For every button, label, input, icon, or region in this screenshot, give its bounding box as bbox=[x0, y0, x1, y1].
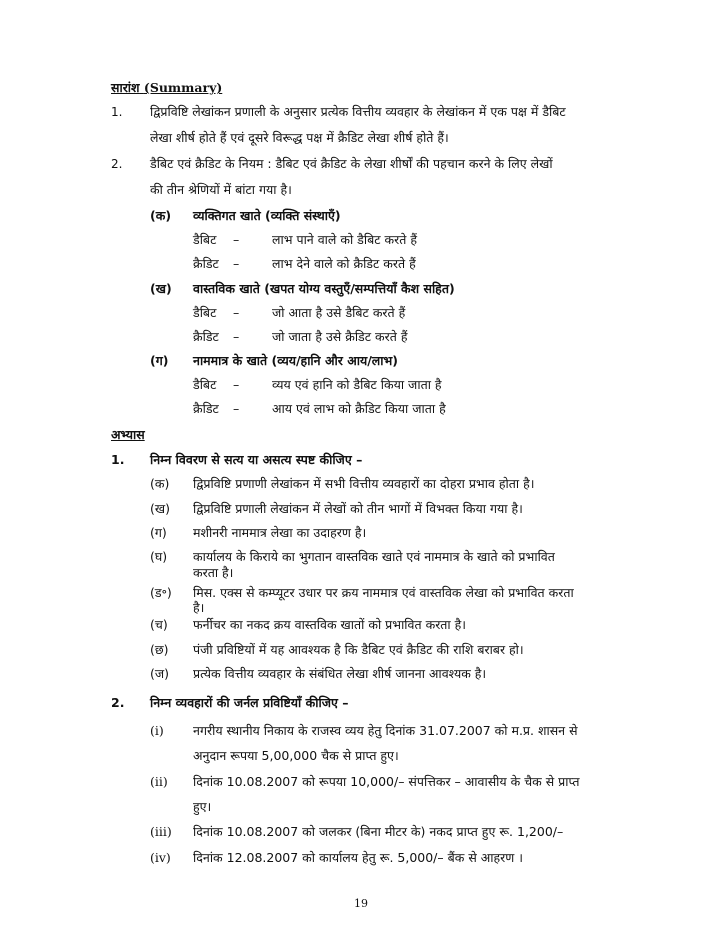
q2-item-label: (iii) bbox=[150, 824, 172, 839]
kha-credit-label: क्रैडिट bbox=[193, 329, 219, 344]
kha-debit-rule: जो आता है उसे डैबिट करते हैं bbox=[272, 305, 406, 320]
kha-credit-rule: जो जाता है उसे क्रैडिट करते हैं bbox=[272, 329, 408, 344]
summary-point-2-number: 2. bbox=[111, 157, 123, 171]
summary-point-2-line-2: की तीन श्रेणियों में बांटा गया है। bbox=[150, 182, 292, 197]
q2-item-text: दिनांक 10.08.2007 को जलकर (बिना मीटर के) नकद प्राप्त हुए रू. 1,200/– bbox=[193, 824, 564, 839]
q1-item-text: मिस. एक्स से कम्प्यूटर उधार पर क्रय नाममात्र एवं वास्तविक लेखा को प्रभावित करता bbox=[193, 585, 574, 600]
q2-item-text: दिनांक 12.08.2007 को कार्यालय हेतु रू. 5,000/– बैंक से आहरण । bbox=[193, 850, 524, 865]
kha-debit-dash: – bbox=[233, 305, 240, 320]
q1-item-text: फर्नीचर का नकद क्रय वास्तविक खातों को प्रभावित करता है। bbox=[193, 617, 467, 632]
category-ga-label: (ग) bbox=[150, 353, 169, 368]
ka-credit-label: क्रैडिट bbox=[193, 256, 219, 271]
category-kha-title: वास्तविक खाते (खपत योग्य वस्तुएँ/सम्पत्तियाँ कैश सहित) bbox=[193, 281, 455, 296]
page-number: 19 bbox=[354, 897, 368, 910]
category-ka-title: व्यक्तिगत खाते (व्यक्ति संस्थाएँ) bbox=[193, 208, 341, 223]
ka-credit-dash: – bbox=[233, 256, 240, 271]
ka-debit-label: डैबिट bbox=[193, 232, 217, 247]
category-kha-label: (ख) bbox=[150, 281, 172, 296]
category-ka-label: (क) bbox=[150, 208, 172, 223]
q1-item-label: (छ) bbox=[150, 642, 169, 657]
summary-point-2-line-1: डैबिट एवं क्रैडिट के नियम : डैबिट एवं क्रैडिट के लेखा शीर्षों की पहचान करने के लिए लेखों bbox=[150, 156, 553, 171]
q1-item-label: (घ) bbox=[150, 549, 168, 564]
ga-credit-rule: आय एवं लाभ को क्रैडिट किया जाता है bbox=[272, 401, 446, 416]
question-2-number: 2. bbox=[111, 695, 125, 710]
exercise-heading: अभ्यास bbox=[111, 427, 145, 442]
q1-item-label: (ड॰) bbox=[150, 585, 172, 600]
kha-debit-label: डैबिट bbox=[193, 305, 217, 320]
summary-heading-english: (Summary) bbox=[143, 80, 223, 95]
q1-item-text: प्रत्येक वित्तीय व्यवहार के संबंधित लेखा शीर्ष जानना आवश्यक है। bbox=[193, 666, 487, 681]
question-1-title: निम्न विवरण से सत्य या असत्य स्पष्ट कीजिए – bbox=[150, 452, 363, 467]
q1-item-text: मशीनरी नाममात्र लेखा का उदाहरण है। bbox=[193, 525, 367, 540]
question-2-title: निम्न व्यवहारों की जर्नल प्रविष्टियाँ कीजिए – bbox=[150, 695, 349, 710]
category-ga-title: नाममात्र के खाते (व्यय/हानि और आय/लाभ) bbox=[193, 353, 399, 368]
ga-debit-dash: – bbox=[233, 377, 240, 392]
summary-point-1-line-2: लेखा शीर्ष होते हैं एवं दूसरे विरूद्ध पक्ष में क्रैडिट लेखा शीर्ष होते हैं। bbox=[150, 130, 449, 145]
q1-item-text: द्विप्रविष्टि प्रणाणी लेखांकन में सभी वित्तीय व्यवहारों का दोहरा प्रभाव होता है। bbox=[193, 476, 535, 491]
q2-item-text-continued: अनुदान रूपया 5,00,000 चैक से प्राप्त हुए। bbox=[193, 748, 399, 763]
summary-point-1-line-1: द्विप्रविष्टि लेखांकन प्रणाली के अनुसार प्रत्येक वित्तीय व्यवहार के लेखांकन में एक पक्ष में डैबिट bbox=[150, 104, 566, 119]
ga-credit-dash: – bbox=[233, 401, 240, 416]
q2-item-text: दिनांक 10.08.2007 को रूपया 10,000/– संपत्तिकर – आवासीय के चैक से प्राप्त bbox=[193, 774, 580, 789]
q1-item-label: (ज) bbox=[150, 666, 170, 681]
question-1-number: 1. bbox=[111, 452, 125, 467]
q2-item-text: नगरीय स्थानीय निकाय के राजस्व व्यय हेतु दिनांक 31.07.2007 को म.प्र. शासन से bbox=[193, 723, 578, 738]
q1-item-label: (ख) bbox=[150, 501, 170, 516]
summary-point-1-number: 1. bbox=[111, 105, 123, 119]
ga-credit-label: क्रैडिट bbox=[193, 401, 219, 416]
ka-debit-dash: – bbox=[233, 232, 240, 247]
q1-item-text-continued: करता है। bbox=[193, 565, 234, 580]
q2-item-label: (ii) bbox=[150, 774, 168, 789]
ga-debit-label: डैबिट bbox=[193, 377, 217, 392]
kha-credit-dash: – bbox=[233, 329, 240, 344]
q1-item-text-continued: है। bbox=[193, 600, 205, 615]
q2-item-label: (iv) bbox=[150, 850, 171, 865]
q2-item-text-continued: हुए। bbox=[193, 799, 212, 814]
ka-credit-rule: लाभ देने वाले को क्रैडिट करते हैं bbox=[272, 256, 416, 271]
ga-debit-rule: व्यय एवं हानि को डैबिट किया जाता है bbox=[272, 377, 442, 392]
q1-item-label: (च) bbox=[150, 617, 168, 632]
q2-item-label: (i) bbox=[150, 723, 164, 738]
q1-item-label: (ग) bbox=[150, 525, 167, 540]
q1-item-label: (क) bbox=[150, 476, 170, 491]
q1-item-text: द्विप्रविष्टि प्रणाली लेखांकन में लेखों को तीन भागों में विभक्त किया गया है। bbox=[193, 501, 523, 516]
ka-debit-rule: लाभ पाने वाले को डैबिट करते हैं bbox=[272, 232, 417, 247]
summary-heading-hindi: सारांश bbox=[111, 80, 140, 95]
summary-heading bbox=[111, 80, 222, 96]
q1-item-text: कार्यालय के किराये का भुगतान वास्तविक खाते एवं नाममात्र के खाते को प्रभावित bbox=[193, 549, 555, 564]
q1-item-text: पंजी प्रविष्टियों में यह आवश्यक है कि डैबिट एवं क्रैडिट की राशि बराबर हो। bbox=[193, 642, 524, 657]
